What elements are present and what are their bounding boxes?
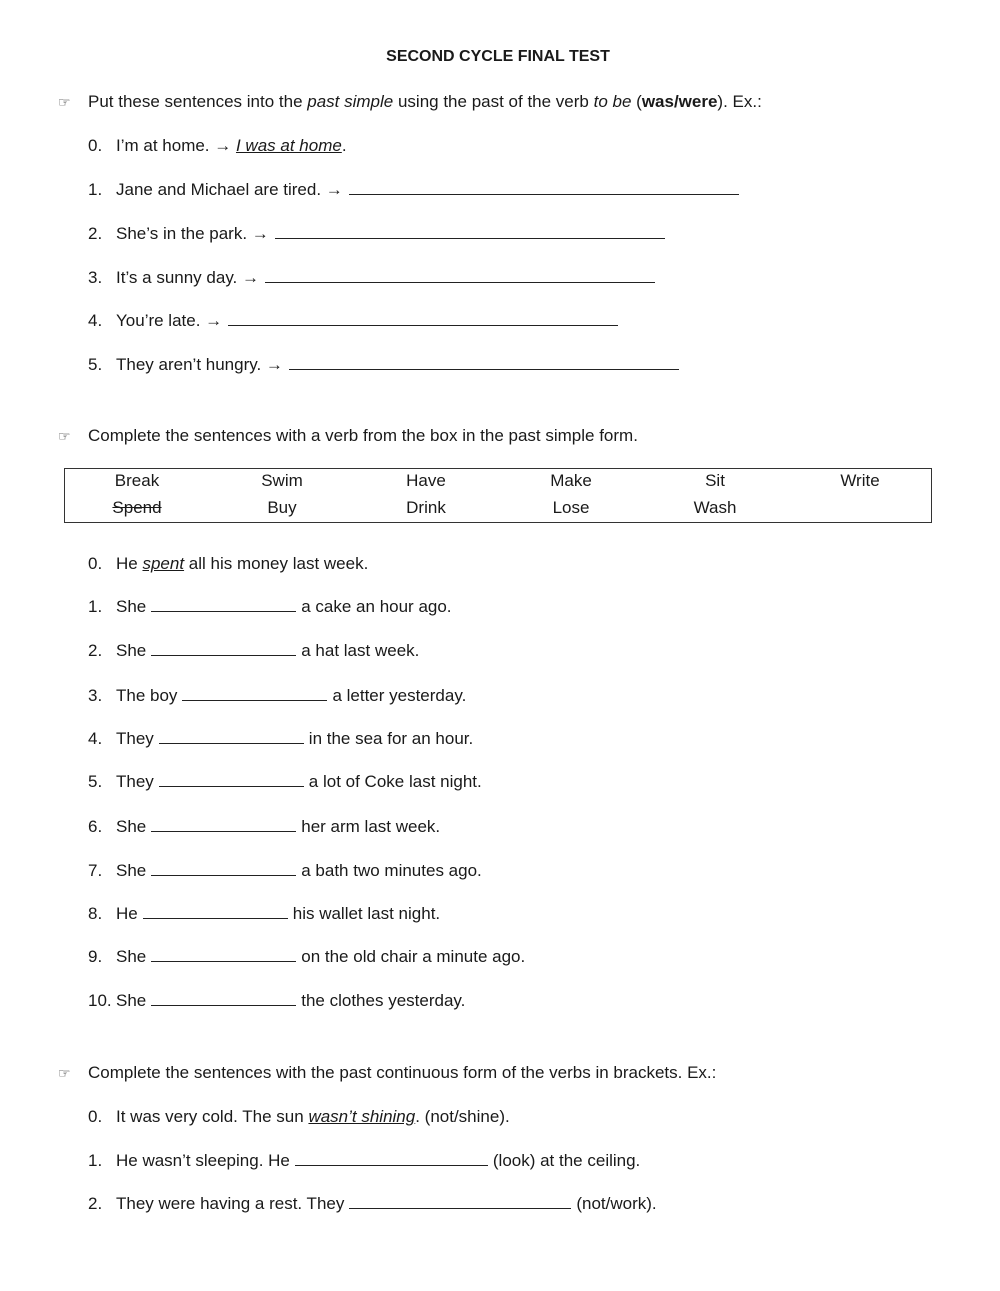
- item-number: 4.: [88, 729, 103, 748]
- sentence-text: They were having a rest. They: [116, 1194, 345, 1213]
- verb-box: [64, 468, 932, 523]
- sentence-row: [116, 355, 681, 375]
- item-number: 9.: [88, 947, 103, 966]
- answer-blank[interactable]: [151, 991, 296, 1006]
- example-text: . (not/shine).: [415, 1107, 510, 1126]
- sentence-rest: (not/work).: [576, 1194, 657, 1213]
- sentence-rest: a bath two minutes ago.: [301, 861, 482, 880]
- instr-italic: to be: [593, 92, 632, 111]
- item-number: 5.: [88, 355, 103, 374]
- sentence-subject: She: [116, 817, 147, 836]
- sentence-rest: a cake an hour ago.: [301, 597, 452, 616]
- sentence-rest: his wallet last night.: [292, 904, 441, 923]
- answer-blank[interactable]: [151, 597, 296, 612]
- page-title: SECOND CYCLE FINAL TEST: [386, 48, 610, 65]
- pointing-hand-icon: ☞: [58, 428, 71, 444]
- verb-drink: Drink: [406, 498, 446, 517]
- sentence-text: You’re late. →: [116, 311, 223, 330]
- sentence-row: [116, 641, 419, 661]
- item-number: 2.: [88, 1194, 103, 1213]
- verb-wash: Wash: [693, 498, 737, 517]
- sentence-subject: They: [116, 729, 154, 748]
- sentence-rest: a hat last week.: [301, 641, 420, 660]
- item-number: 2.: [88, 641, 103, 660]
- answer-blank[interactable]: [143, 904, 288, 919]
- verb-spend: Spend: [112, 498, 162, 517]
- instr-text: using the past of the verb: [393, 92, 594, 111]
- item-number: 4.: [88, 311, 103, 330]
- item-number: 8.: [88, 904, 103, 923]
- sentence-subject: She: [116, 597, 147, 616]
- example-answer: wasn’t shining: [308, 1107, 416, 1126]
- item-number: 7.: [88, 861, 103, 880]
- sentence-rest: a letter yesterday.: [332, 686, 467, 705]
- verb-break: Break: [114, 471, 160, 490]
- item-number: 1.: [88, 180, 103, 199]
- item-number: 1.: [88, 1151, 103, 1170]
- example-text: He: [116, 554, 143, 573]
- verb-buy: Buy: [267, 498, 297, 517]
- sentence-row: [116, 729, 473, 749]
- sentence-row: [116, 311, 620, 331]
- item-number: 0.: [88, 136, 103, 155]
- sentence-row: [116, 1194, 657, 1214]
- section2-instruction: Complete the sentences with a verb from the box in the past simple form.: [88, 426, 638, 445]
- answer-blank[interactable]: [349, 1194, 571, 1209]
- sentence-rest: on the old chair a minute ago.: [301, 947, 526, 966]
- sentence-text: She’s in the park. →: [116, 224, 269, 243]
- answer-blank[interactable]: [159, 772, 304, 787]
- sentence-row: [116, 268, 657, 288]
- sentence-subject: The boy: [116, 686, 178, 705]
- sentence-subject: She: [116, 947, 147, 966]
- sentence-row: [116, 1151, 640, 1171]
- answer-blank[interactable]: [182, 686, 327, 701]
- sentence-rest: (look) at the ceiling.: [492, 1151, 641, 1170]
- instr-text: ). Ex.:: [717, 92, 762, 111]
- answer-blank[interactable]: [151, 947, 296, 962]
- pointing-hand-icon: ☞: [58, 1065, 71, 1081]
- answer-blank[interactable]: [295, 1151, 488, 1166]
- item-number: 3.: [88, 268, 103, 287]
- answer-blank[interactable]: [265, 268, 655, 283]
- sentence-row: [116, 904, 440, 924]
- sentence-subject: She: [116, 861, 147, 880]
- sentence-row: [116, 861, 482, 881]
- sentence-subject: He: [116, 904, 138, 923]
- answer-blank[interactable]: [289, 355, 679, 370]
- example-text: It was very cold. The sun: [116, 1107, 309, 1126]
- sentence-row: [116, 817, 440, 837]
- item-number: 2.: [88, 224, 103, 243]
- answer-blank[interactable]: [151, 861, 296, 876]
- example-text: I’m at home. →: [116, 136, 236, 155]
- verb-swim: Swim: [261, 471, 303, 490]
- instr-italic: past simple: [307, 92, 394, 111]
- verb-write: Write: [840, 471, 880, 490]
- sentence-text: He wasn’t sleeping. He: [116, 1151, 290, 1170]
- item-number: 3.: [88, 686, 103, 705]
- section1-instruction: [88, 92, 762, 112]
- sentence-row: [116, 772, 482, 792]
- sentence-text: It’s a sunny day. →: [116, 268, 259, 287]
- sentence-rest: her arm last week.: [301, 817, 441, 836]
- verb-lose: Lose: [552, 498, 590, 517]
- sentence-row: [116, 180, 741, 200]
- instr-text: (: [631, 92, 642, 111]
- sentence-row: [116, 686, 466, 706]
- sentence-text: They aren’t hungry. →: [116, 355, 283, 374]
- answer-blank[interactable]: [159, 729, 304, 744]
- sentence-rest: a lot of Coke last night.: [308, 772, 482, 791]
- item-number: 1.: [88, 597, 103, 616]
- item-number: 6.: [88, 817, 103, 836]
- answer-blank[interactable]: [151, 641, 296, 656]
- pointing-hand-icon: ☞: [58, 94, 71, 110]
- sentence-row: [116, 991, 465, 1011]
- verb-sit: Sit: [705, 471, 725, 490]
- example-answer: I was at home: [235, 136, 342, 155]
- instr-bold: was/were: [641, 92, 718, 111]
- item-number: 10.: [88, 991, 112, 1010]
- sentence-text: Jane and Michael are tired. →: [116, 180, 343, 199]
- sentence-row: [116, 224, 667, 244]
- item-number: 0.: [88, 554, 103, 573]
- example-answer: spent: [142, 554, 185, 573]
- sentence-row: [116, 597, 452, 617]
- verb-make: Make: [550, 471, 592, 490]
- sentence-subject: They: [116, 772, 154, 791]
- sentence-rest: in the sea for an hour.: [308, 729, 474, 748]
- answer-blank[interactable]: [228, 311, 618, 326]
- example-text: .: [341, 136, 347, 155]
- verb-have: Have: [406, 471, 446, 490]
- answer-blank[interactable]: [349, 180, 739, 195]
- sentence-subject: She: [116, 641, 147, 660]
- section3-instruction: Complete the sentences with the past continuous form of the verbs in brackets. Ex.:: [88, 1063, 717, 1082]
- instr-text: Put these sentences into the: [88, 92, 308, 111]
- example-sentence: [116, 136, 347, 156]
- item-number: 5.: [88, 772, 103, 791]
- sentence-subject: She: [116, 991, 147, 1010]
- example-text: all his money last week.: [184, 554, 369, 573]
- sentence-rest: the clothes yesterday.: [301, 991, 466, 1010]
- answer-blank[interactable]: [151, 817, 296, 832]
- answer-blank[interactable]: [275, 224, 665, 239]
- item-number: 0.: [88, 1107, 103, 1126]
- example-sentence: [116, 554, 368, 574]
- sentence-row: [116, 947, 525, 967]
- example-sentence: [116, 1107, 510, 1127]
